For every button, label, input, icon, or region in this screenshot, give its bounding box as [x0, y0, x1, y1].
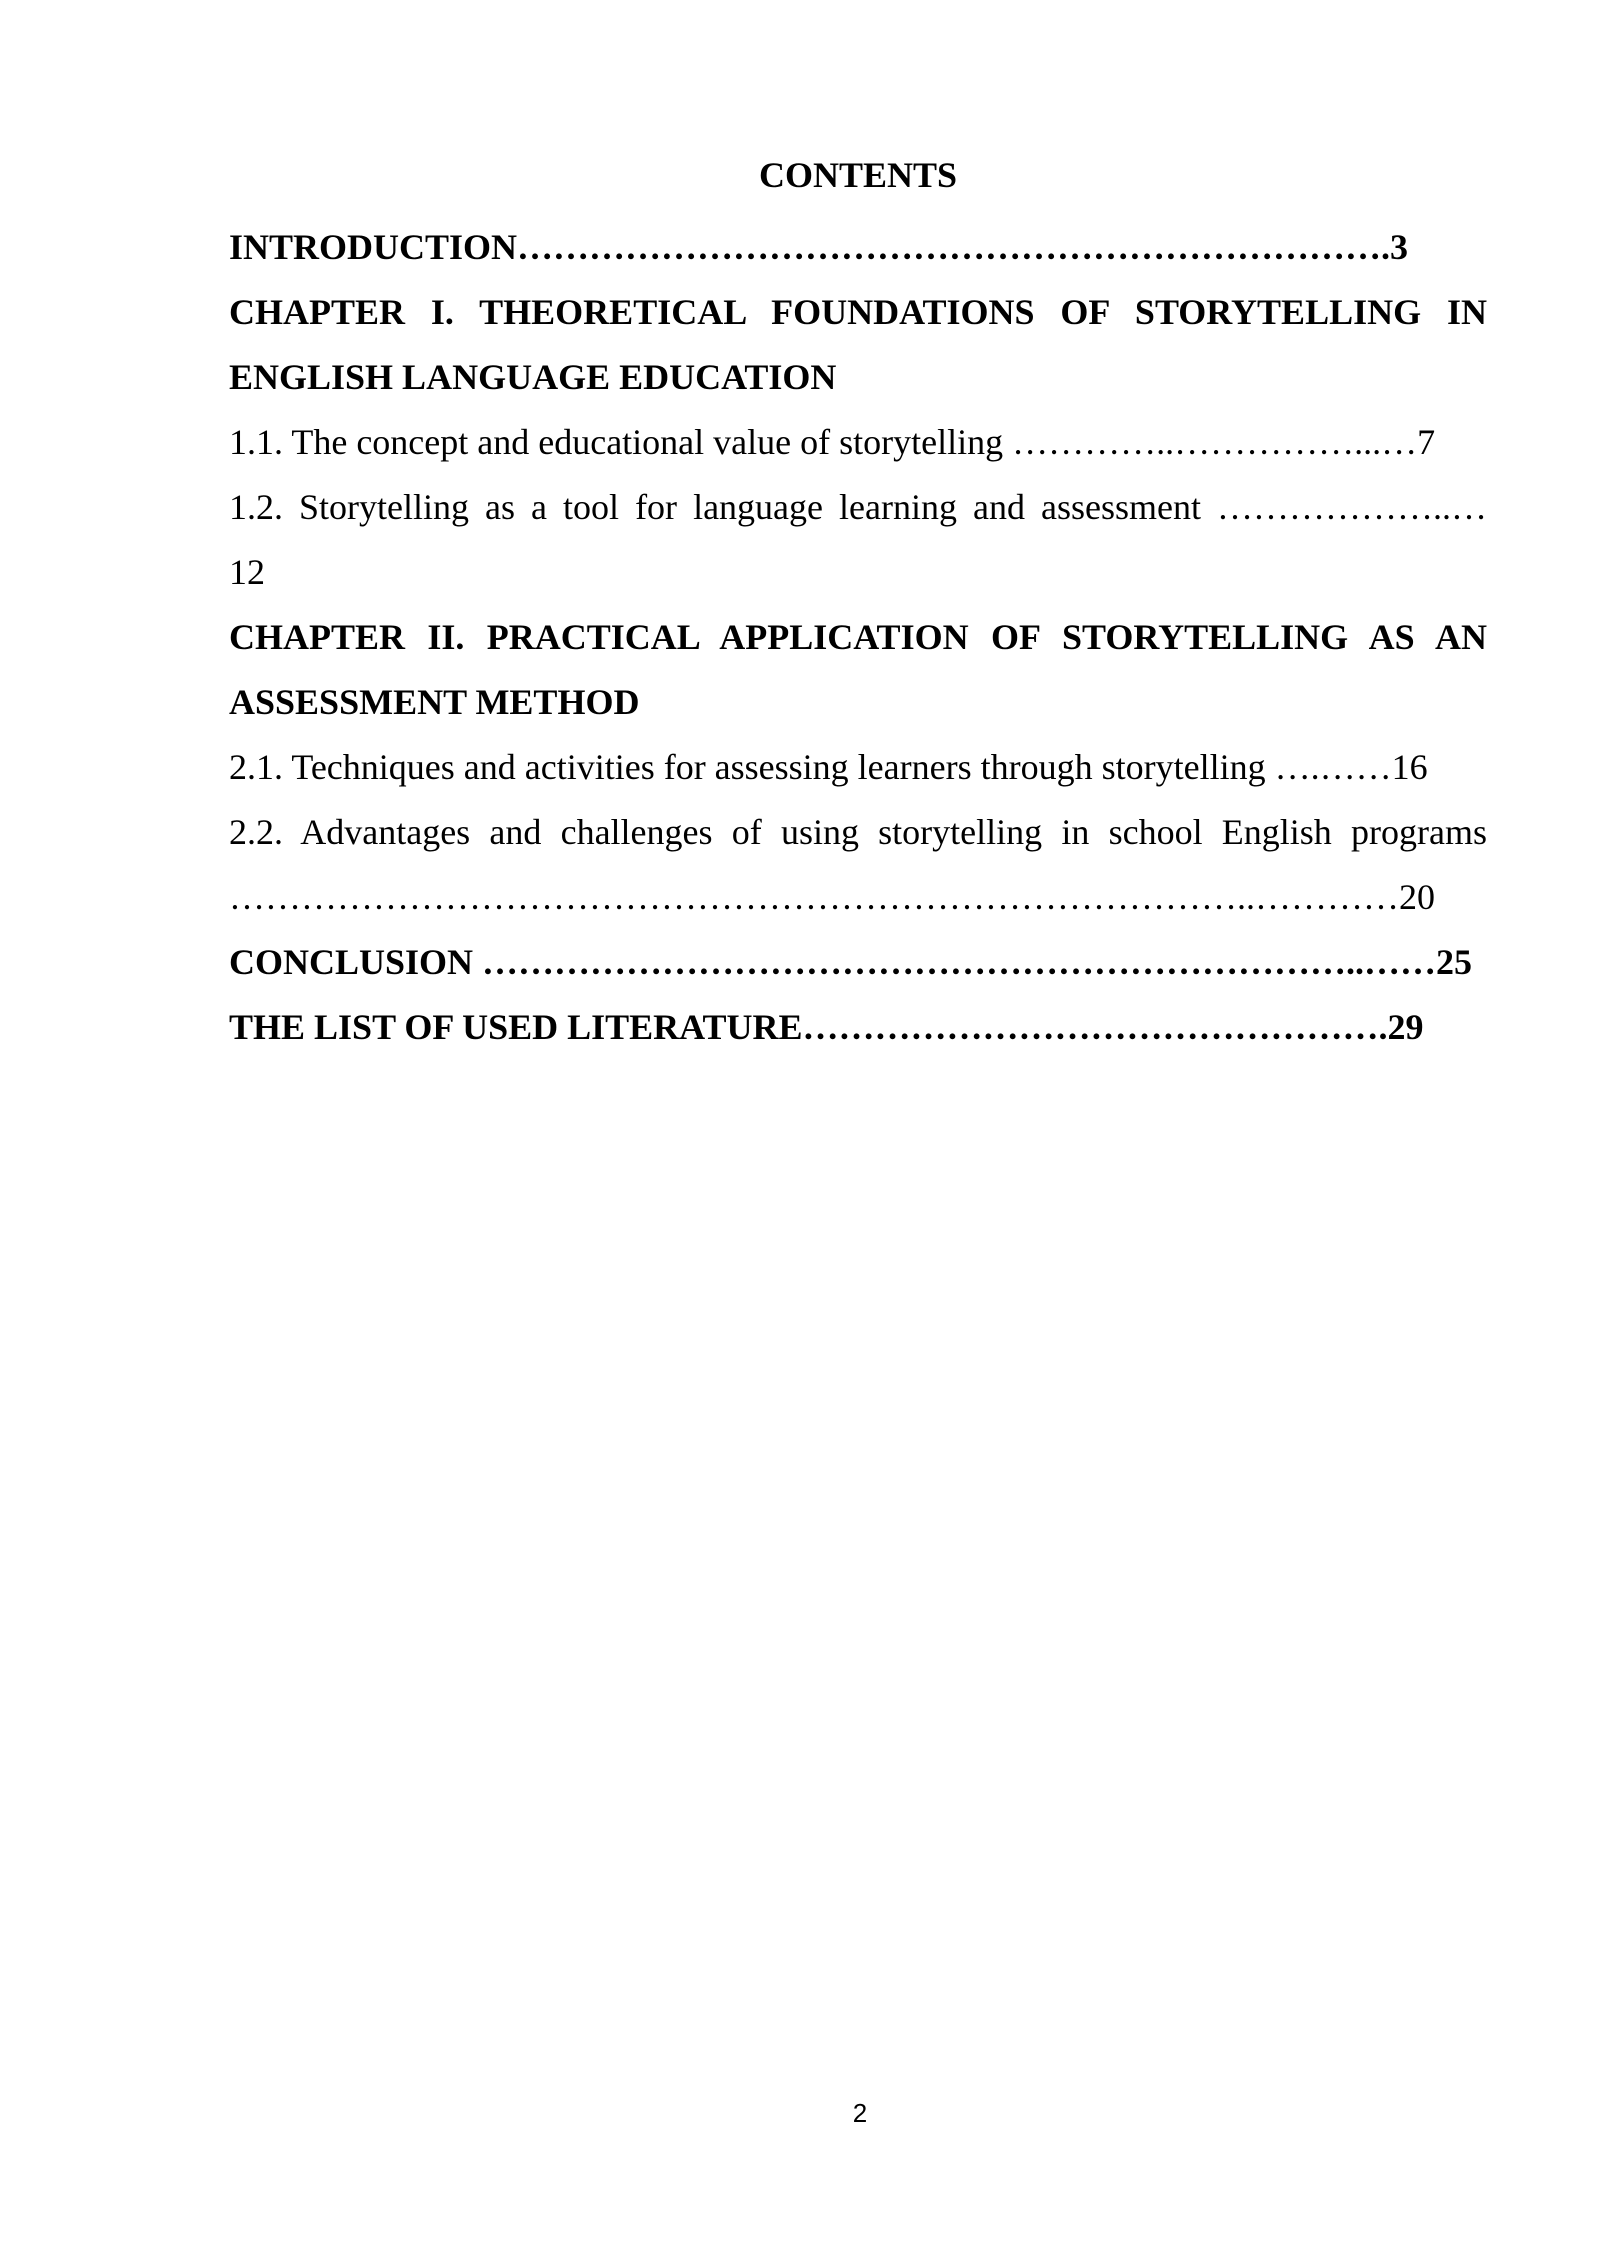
- toc-entry-section-1-2-line-1: 1.2. Storytelling as a tool for language learning and assessment ………………..…: [229, 487, 1487, 527]
- toc-entry-chapter-1-line-1: CHAPTER I. THEORETICAL FOUNDATIONS OF STORYTELLING IN: [229, 292, 1487, 332]
- toc-entry-section-2-1: 2.1. Techniques and activities for assessing learners through storytelling ….……16: [229, 747, 1428, 787]
- table-of-contents: [229, 150, 1487, 1060]
- toc-entry-conclusion: CONCLUSION ………………………………………………………………..……25: [229, 942, 1473, 982]
- toc-entry-chapter-2-line-2: ASSESSMENT METHOD: [229, 682, 640, 722]
- contents-title: CONTENTS: [758, 155, 958, 195]
- toc-entry-section-1-2-line-2: 12: [229, 552, 265, 592]
- page-number: 2: [852, 2098, 868, 2128]
- toc-entry-literature: THE LIST OF USED LITERATURE………………………………………….29: [229, 1007, 1424, 1047]
- toc-entry-section-2-2-line-2: …………………………………………………………………………..…………20: [229, 877, 1435, 917]
- toc-entry-chapter-2-line-1: CHAPTER II. PRACTICAL APPLICATION OF STORYTELLING AS AN: [229, 617, 1487, 657]
- toc-entry-section-2-2-line-1: 2.2. Advantages and challenges of using storytelling in school English programs: [229, 812, 1487, 852]
- toc-entry-chapter-1-line-2: ENGLISH LANGUAGE EDUCATION: [229, 357, 837, 397]
- toc-entry-introduction: INTRODUCTION……………………………………………………………….3: [229, 227, 1409, 267]
- toc-entry-section-1-1: 1.1. The concept and educational value of storytelling …………..……………...…7: [229, 422, 1436, 462]
